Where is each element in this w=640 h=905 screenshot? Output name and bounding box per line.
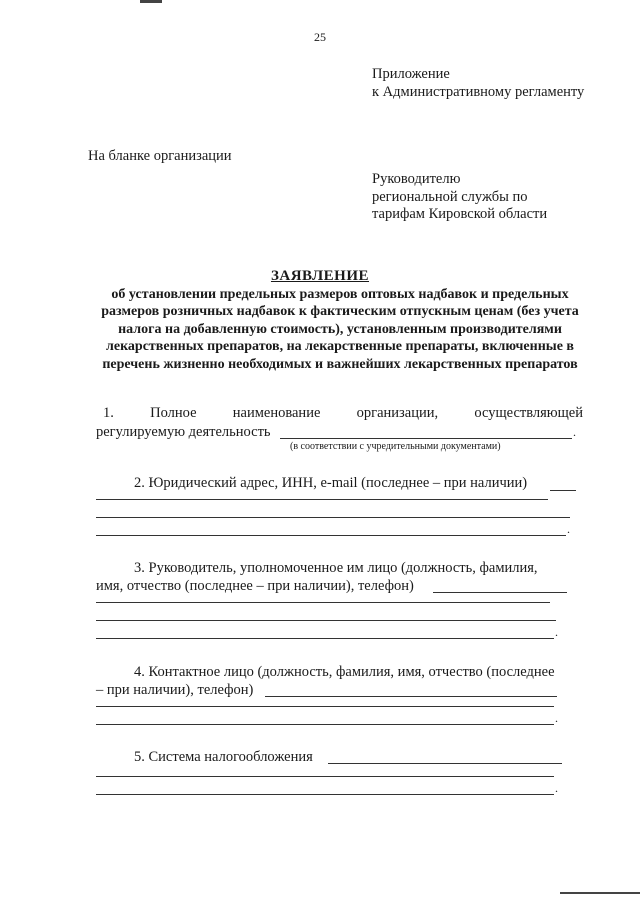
item-3-fill-line (96, 638, 554, 639)
item-1-line-2: регулируемую деятельность (96, 424, 271, 440)
page-number: 25 (314, 30, 326, 44)
item-4-line-1: 4. Контактное лицо (должность, фамилия, имя, отчество (последнее (134, 664, 555, 680)
item-1-word: 1. (103, 405, 114, 421)
item-1-fill-line (280, 438, 572, 439)
appendix-line-2: к Административному регламенту (372, 84, 585, 100)
addressee-line-2: региональной службы по (372, 189, 528, 205)
item-4-line-2: – при наличии), телефон) (96, 682, 254, 698)
item-3-fill-line (96, 602, 550, 603)
item-4-end-mark: . (555, 711, 558, 725)
document-title: ЗАЯВЛЕНИЕ (270, 268, 370, 284)
item-5-end-mark: . (555, 781, 558, 795)
scan-edge-mark (560, 892, 640, 894)
item-2-fill-line (96, 499, 548, 500)
item-1-word: наименование (232, 405, 321, 421)
item-1-end-mark: . (573, 425, 576, 439)
item-2-fill-line (550, 490, 576, 491)
item-5-label: 5. Система налогообложения (134, 749, 313, 765)
item-2-end-mark: . (567, 522, 570, 536)
item-2-fill-line (96, 517, 570, 518)
item-5-fill-line (96, 794, 554, 795)
item-3-end-mark: . (555, 625, 558, 639)
item-2-fill-line (96, 535, 566, 536)
item-1-word: осуществляющей (474, 405, 583, 421)
item-1-word: Полное (150, 405, 197, 421)
item-5-fill-line (96, 776, 554, 777)
scan-edge-mark (140, 0, 162, 3)
item-1-line-1 (103, 404, 583, 422)
addressee-line-3: тарифам Кировской области (372, 206, 548, 222)
item-1-word: организации, (356, 405, 439, 421)
item-5-fill-line (328, 763, 562, 764)
addressee-line-1: Руководителю (372, 171, 461, 187)
document-subtitle: об установлении предельных размеров оптовых надбавок и предельных размеров розничных надбавок к фактическим отпускным ценам (без учета налога на добавленную стоимость), установленным производителями лекарственных препаратов, на лекарственные препараты, включенные в перечень жизненно необходимых и важнейших лекарственных препаратов (101, 287, 579, 372)
item-3-line-1: 3. Руководитель, уполномоченное им лицо (должность, фамилия, (134, 560, 538, 576)
item-1-caption: (в соответствии с учредительными документами) (290, 441, 501, 452)
appendix-line-1: Приложение (372, 66, 450, 82)
item-2-label: 2. Юридический адрес, ИНН, e-mail (последнее – при наличии) (134, 475, 528, 491)
item-3-fill-line (96, 620, 556, 621)
letterhead-note: На бланке организации (88, 148, 232, 164)
item-4-fill-line (96, 706, 554, 707)
item-3-line-2: имя, отчество (последнее – при наличии), телефон) (96, 578, 414, 594)
item-4-fill-line (96, 724, 554, 725)
item-4-fill-line (265, 696, 557, 697)
item-3-fill-line (433, 592, 567, 593)
